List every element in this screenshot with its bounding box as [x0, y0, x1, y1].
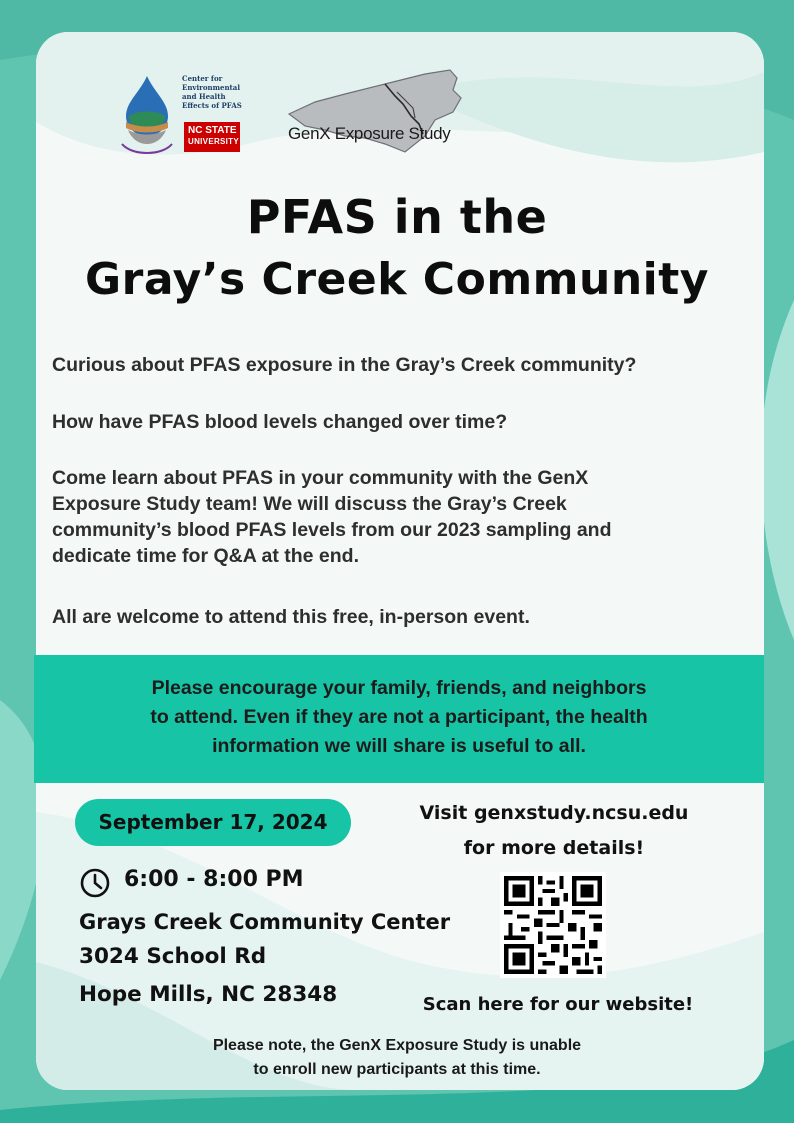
center-name-text: [182, 74, 252, 110]
nc-map-icon: [285, 64, 470, 159]
ncstate-line2: UNIVERSITY: [188, 137, 240, 146]
ncstate-logo: [184, 122, 240, 152]
venue-name: Grays Creek Community Center: [79, 910, 451, 934]
website-line-1: Visit genxstudy.ncsu.edu: [419, 802, 689, 824]
intro-question-2: How have PFAS blood levels changed over time?: [52, 411, 508, 433]
center-text-line: Center for: [182, 74, 223, 83]
welcome-statement: All are welcome to attend this free, in-person event.: [52, 606, 530, 628]
event-date: September 17, 2024: [98, 810, 328, 834]
genx-study-name: GenX Exposure Study: [288, 124, 451, 143]
center-text-line: and Health: [182, 92, 226, 101]
description-line: dedicate time for Q&A at the end.: [52, 545, 359, 567]
intro-question-1: Curious about PFAS exposure in the Gray’s Creek community?: [52, 354, 637, 376]
website-line-2: for more details!: [463, 837, 645, 859]
note-line: to enroll new participants at this time.: [253, 1061, 541, 1078]
encouragement-banner: [34, 655, 764, 783]
center-pfas-logo-icon: [92, 44, 182, 159]
clock-icon: [79, 867, 111, 899]
scan-qr-caption: Scan here for our website!: [422, 994, 694, 1015]
event-time: 6:00 - 8:00 PM: [124, 867, 304, 892]
center-logo-group: [92, 44, 252, 159]
banner-text: [34, 674, 764, 761]
title-line-1: PFAS in the: [246, 190, 548, 244]
enrollment-note: [0, 1034, 794, 1082]
banner-line: information we will share is useful to all.: [212, 735, 586, 757]
event-description: [52, 465, 752, 569]
ncstate-line1: NC STATE: [188, 125, 237, 136]
center-text-line: Effects of PFAS: [182, 101, 242, 110]
genx-logo: [285, 64, 470, 159]
city-address: Hope Mills, NC 28348: [79, 982, 338, 1007]
description-line: Exposure Study team! We will discuss the Gray’s Creek: [52, 493, 567, 515]
description-line: Come learn about PFAS in your community with the GenX: [52, 467, 589, 489]
note-line: Please note, the GenX Exposure Study is unable: [212, 1037, 582, 1054]
street-address: 3024 School Rd: [79, 944, 267, 969]
event-date-badge: [75, 799, 351, 846]
center-text-line: Environmental: [182, 83, 240, 92]
description-line: community’s blood PFAS levels from our 2023 sampling and: [52, 519, 612, 541]
banner-line: to attend. Even if they are not a participant, the health: [150, 706, 648, 728]
qr-code-icon[interactable]: [500, 872, 606, 978]
banner-line: Please encourage your family, friends, and neighbors: [151, 677, 647, 699]
title-line-2: Gray’s Creek Community: [85, 254, 709, 305]
